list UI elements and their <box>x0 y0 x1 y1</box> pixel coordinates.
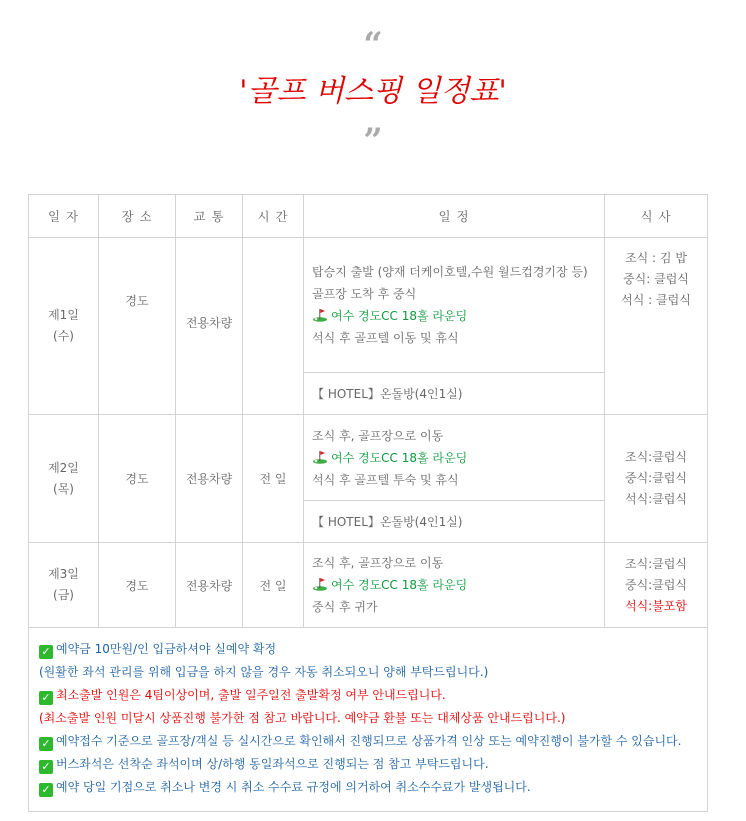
note-text: 버스좌석은 선착순 좌석이며 상/하행 동일좌석으로 진행되는 점 참고 부탁드립니다. <box>56 757 489 771</box>
open-quote: “ <box>363 25 383 65</box>
table-header-row <box>29 195 708 238</box>
meal-dinner: 석식 : 클럽식 <box>621 293 691 307</box>
day-label: 제2일 <box>48 460 79 475</box>
day-label: 제3일 <box>48 567 79 581</box>
note-text: 예약금 10만원/인 입금하셔야 실예약 확정 <box>56 642 277 656</box>
note-line <box>39 776 699 799</box>
note-text: 최소출발 인원은 4팀이상이며, 출발 일주일전 출발확정 여부 안내드립니다. <box>56 688 446 702</box>
schedule-line: 조식 후, 골프장으로 이동 <box>312 556 444 570</box>
weekday-label: (목) <box>53 481 74 496</box>
day-cell <box>29 543 99 628</box>
golf-icon <box>312 450 328 464</box>
table-row <box>29 543 708 628</box>
schedule-cell <box>304 238 605 373</box>
golf-round-line <box>312 305 604 327</box>
transport-cell: 전용차량 <box>176 238 243 415</box>
note-line <box>39 753 699 776</box>
place-cell: 경도 <box>99 543 176 628</box>
time-cell: 전 일 <box>243 543 304 628</box>
schedule-line: 석식 후 골프텔 이동 및 휴식 <box>312 331 459 345</box>
golf-icon <box>312 308 328 322</box>
table-row <box>29 238 708 373</box>
meal-breakfast: 조식 : 김 밥 <box>625 251 687 265</box>
col-header-schedule: 일 정 <box>304 195 605 238</box>
golf-round-line <box>312 447 604 469</box>
golf-round-text: 여수 경도CC 18홀 라운딩 <box>331 450 468 465</box>
meal-lunch: 중식:클럽식 <box>624 471 687 485</box>
schedule-line: 조식 후, 골프장으로 이동 <box>312 428 444 443</box>
transport-cell: 전용차량 <box>176 415 243 543</box>
page-title: '골프 버스핑 일정표' <box>239 74 507 109</box>
hotel-cell: 【 HOTEL】온돌방(4인1실) <box>304 501 605 543</box>
place-cell: 경도 <box>99 238 176 415</box>
schedule-line: 중식 후 귀가 <box>312 600 378 614</box>
note-text: (최소출발 인원 미달시 상품진행 불가한 점 참고 바랍니다. 예약금 환불 또는 대체상품 안내드립니다.) <box>39 711 566 725</box>
meals-cell <box>605 543 708 628</box>
col-header-transport: 교 통 <box>176 195 243 238</box>
meal-lunch: 중식:클럽식 <box>624 577 687 592</box>
note-line <box>39 730 699 753</box>
transport-cell: 전용차량 <box>176 543 243 628</box>
hotel-cell: 【 HOTEL】온돌방(4인1실) <box>304 373 605 415</box>
schedule-table <box>28 194 708 812</box>
meal-breakfast: 조식:클럽식 <box>624 556 687 571</box>
time-cell: 전 일 <box>243 415 304 543</box>
time-cell <box>243 238 304 415</box>
day-cell <box>29 238 99 415</box>
day-cell <box>29 415 99 543</box>
col-header-time: 시 간 <box>243 195 304 238</box>
col-header-meals: 식 사 <box>605 195 708 238</box>
page-header <box>0 0 746 194</box>
weekday-label: (수) <box>53 329 74 343</box>
note-line <box>39 638 699 661</box>
place-cell: 경도 <box>99 415 176 543</box>
schedule-cell <box>304 543 605 628</box>
schedule-cell <box>304 415 605 501</box>
golf-round-text: 여수 경도CC 18홀 라운딩 <box>331 578 468 592</box>
meal-dinner-excluded: 석식:불포함 <box>624 598 687 613</box>
checkmark-icon: ✓ <box>39 760 53 774</box>
note-line <box>39 661 699 684</box>
golf-icon <box>312 577 328 591</box>
meal-breakfast: 조식:클럽식 <box>624 450 687 464</box>
notes-cell <box>29 628 708 812</box>
schedule-line: 탑승지 출발 (양재 더케이호텔,수원 월드컵경기장 등) <box>312 265 588 279</box>
checkmark-icon: ✓ <box>39 691 53 705</box>
checkmark-icon: ✓ <box>39 783 53 797</box>
checkmark-icon: ✓ <box>39 645 53 659</box>
note-text: 예약접수 기준으로 골프장/객실 등 실시간으로 확인해서 진행되므로 상품가격 인상 또는 예약진행이 불가할 수 있습니다. <box>56 734 682 748</box>
golf-round-line <box>312 574 604 596</box>
checkmark-icon: ✓ <box>39 737 53 751</box>
schedule-line: 골프장 도착 후 중식 <box>312 287 417 301</box>
note-text: (원활한 좌석 관리를 위해 입금을 하지 않을 경우 자동 취소되오니 양해 부탁드립니다.) <box>39 665 489 679</box>
day-label: 제1일 <box>48 308 79 322</box>
close-quote: ” <box>363 121 383 161</box>
col-header-date: 일 자 <box>29 195 99 238</box>
note-text: 예약 당일 기점으로 취소나 변경 시 취소 수수료 규정에 의거하여 취소수수료가 발생됩니다. <box>56 780 531 794</box>
notes-row <box>29 628 708 812</box>
note-line <box>39 684 699 707</box>
meals-cell <box>605 238 708 415</box>
meal-lunch: 중식: 클럽식 <box>623 272 689 286</box>
col-header-place: 장 소 <box>99 195 176 238</box>
meals-cell <box>605 415 708 543</box>
note-line <box>39 707 699 730</box>
golf-round-text: 여수 경도CC 18홀 라운딩 <box>331 309 468 323</box>
schedule-line: 석식 후 골프텔 투숙 및 휴식 <box>312 472 459 487</box>
meal-dinner: 석식:클럽식 <box>624 492 687 506</box>
table-row <box>29 415 708 501</box>
weekday-label: (금) <box>53 588 74 602</box>
